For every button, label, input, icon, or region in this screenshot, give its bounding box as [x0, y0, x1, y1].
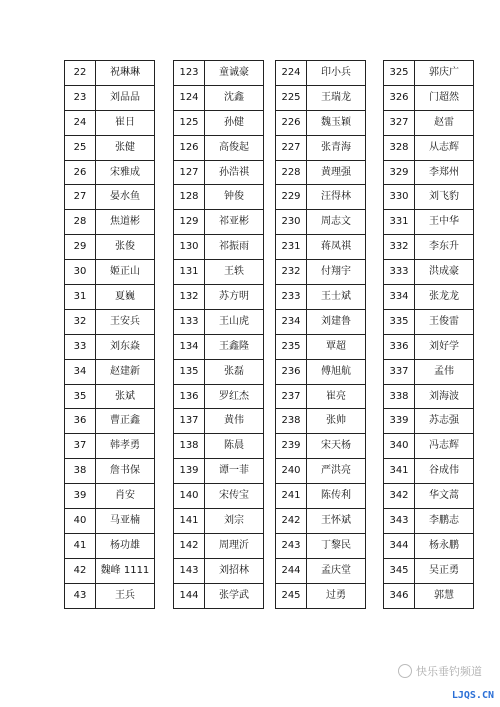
entry-number: 331 [384, 210, 415, 235]
entry-number: 132 [174, 285, 205, 310]
entry-number: 243 [276, 533, 307, 558]
entry-number: 142 [174, 533, 205, 558]
table-row [384, 160, 474, 185]
entry-number: 229 [276, 185, 307, 210]
table-row [65, 509, 155, 534]
table-row [174, 285, 264, 310]
entry-number: 39 [65, 484, 96, 509]
entry-number: 225 [276, 85, 307, 110]
table-row [384, 434, 474, 459]
entry-number: 334 [384, 285, 415, 310]
entry-name: 宋传宝 [205, 484, 264, 509]
entry-name: 赵雷 [415, 110, 474, 135]
entry-number: 36 [65, 409, 96, 434]
table-row [276, 135, 366, 160]
entry-name: 詹书保 [96, 459, 155, 484]
table-row [276, 533, 366, 558]
channel-name: 快乐垂钓频道 [416, 665, 482, 678]
table-row [174, 558, 264, 583]
entry-name: 韩孝勇 [96, 434, 155, 459]
wechat-icon [398, 664, 412, 678]
entry-number: 127 [174, 160, 205, 185]
entry-number: 140 [174, 484, 205, 509]
table-row [174, 583, 264, 608]
entry-number: 31 [65, 285, 96, 310]
entry-name: 门超然 [415, 85, 474, 110]
table-row [174, 334, 264, 359]
table-row [276, 509, 366, 534]
entry-name: 王士斌 [307, 285, 366, 310]
entry-number: 134 [174, 334, 205, 359]
entry-name: 苏志强 [415, 409, 474, 434]
entry-number: 34 [65, 359, 96, 384]
entry-number: 37 [65, 434, 96, 459]
entry-name: 刘海波 [415, 384, 474, 409]
entry-name: 谭一菲 [205, 459, 264, 484]
table-row [384, 285, 474, 310]
entry-number: 332 [384, 235, 415, 260]
entry-name: 丁黎民 [307, 533, 366, 558]
table-row [384, 309, 474, 334]
table-row [65, 260, 155, 285]
entry-name: 祁振雨 [205, 235, 264, 260]
table-row [174, 235, 264, 260]
entry-name: 刘宗 [205, 509, 264, 534]
entry-number: 238 [276, 409, 307, 434]
entry-number: 329 [384, 160, 415, 185]
entry-name: 汪得林 [307, 185, 366, 210]
entry-number: 23 [65, 85, 96, 110]
table-row [276, 384, 366, 409]
table-row [65, 533, 155, 558]
entry-name: 马亚楠 [96, 509, 155, 534]
table-row [174, 160, 264, 185]
table-row [65, 583, 155, 608]
table-row [174, 210, 264, 235]
entry-name: 王轶 [205, 260, 264, 285]
table-row [174, 61, 264, 86]
entry-number: 341 [384, 459, 415, 484]
entry-name: 沈鑫 [205, 85, 264, 110]
entry-number: 35 [65, 384, 96, 409]
entry-name: 杨功雄 [96, 533, 155, 558]
table-row [174, 533, 264, 558]
entry-number: 125 [174, 110, 205, 135]
roster-table-2 [173, 60, 264, 609]
entry-name: 张学武 [205, 583, 264, 608]
table-row [65, 409, 155, 434]
table-row [65, 434, 155, 459]
entry-name: 过勇 [307, 583, 366, 608]
channel-watermark [398, 663, 482, 679]
entry-name: 周理沂 [205, 533, 264, 558]
entry-name: 晏水鱼 [96, 185, 155, 210]
entry-name: 祝琳琳 [96, 61, 155, 86]
entry-name: 杨永鹏 [415, 533, 474, 558]
entry-name: 罗红杰 [205, 384, 264, 409]
entry-number: 230 [276, 210, 307, 235]
table-row [174, 409, 264, 434]
entry-name: 宋雅成 [96, 160, 155, 185]
table-row [276, 334, 366, 359]
entry-number: 245 [276, 583, 307, 608]
table-row [384, 260, 474, 285]
table-row [384, 185, 474, 210]
table-row [276, 459, 366, 484]
entry-name: 谷成伟 [415, 459, 474, 484]
entry-name: 姬正山 [96, 260, 155, 285]
entry-name: 刘招林 [205, 558, 264, 583]
entry-number: 325 [384, 61, 415, 86]
entry-name: 洪成豪 [415, 260, 474, 285]
table-row [384, 558, 474, 583]
entry-number: 340 [384, 434, 415, 459]
entry-name: 王安兵 [96, 309, 155, 334]
table-row [384, 334, 474, 359]
table-row [276, 434, 366, 459]
table-row [384, 235, 474, 260]
table-row [174, 85, 264, 110]
entry-number: 30 [65, 260, 96, 285]
table-row [174, 384, 264, 409]
table-row [276, 61, 366, 86]
table-row [276, 85, 366, 110]
table-row [174, 185, 264, 210]
entry-number: 130 [174, 235, 205, 260]
table-row [174, 459, 264, 484]
entry-number: 228 [276, 160, 307, 185]
table-row [174, 110, 264, 135]
table-row [65, 334, 155, 359]
entry-number: 338 [384, 384, 415, 409]
entry-number: 241 [276, 484, 307, 509]
roster-table-4 [383, 60, 474, 609]
entry-name: 王中华 [415, 210, 474, 235]
table-row [65, 160, 155, 185]
entry-name: 张健 [96, 135, 155, 160]
entry-number: 342 [384, 484, 415, 509]
entry-name: 刘东焱 [96, 334, 155, 359]
table-row [65, 135, 155, 160]
table-row [65, 459, 155, 484]
table-row [276, 260, 366, 285]
entry-name: 高俊起 [205, 135, 264, 160]
entry-number: 138 [174, 434, 205, 459]
entry-name: 曹正鑫 [96, 409, 155, 434]
entry-name: 刘好学 [415, 334, 474, 359]
entry-name: 张帅 [307, 409, 366, 434]
table-row [65, 85, 155, 110]
table-row [276, 185, 366, 210]
table-row [174, 309, 264, 334]
entry-name: 严洪亮 [307, 459, 366, 484]
table-row [174, 484, 264, 509]
entry-number: 236 [276, 359, 307, 384]
table-row [384, 409, 474, 434]
entry-name: 李鹏志 [415, 509, 474, 534]
entry-name: 童诚豪 [205, 61, 264, 86]
entry-name: 覃超 [307, 334, 366, 359]
entry-name: 郭慧 [415, 583, 474, 608]
table-row [65, 210, 155, 235]
table-row [276, 160, 366, 185]
entry-name: 张俊 [96, 235, 155, 260]
entry-number: 38 [65, 459, 96, 484]
table-row [174, 434, 264, 459]
entry-number: 41 [65, 533, 96, 558]
entry-number: 137 [174, 409, 205, 434]
entry-number: 234 [276, 309, 307, 334]
entry-number: 240 [276, 459, 307, 484]
table-row [384, 359, 474, 384]
entry-number: 328 [384, 135, 415, 160]
table-row [65, 309, 155, 334]
entry-name: 钟俊 [205, 185, 264, 210]
entry-number: 29 [65, 235, 96, 260]
entry-number: 226 [276, 110, 307, 135]
table-row [384, 384, 474, 409]
entry-name: 孟庆堂 [307, 558, 366, 583]
entry-number: 143 [174, 558, 205, 583]
entry-number: 227 [276, 135, 307, 160]
entry-number: 224 [276, 61, 307, 86]
table-row [384, 110, 474, 135]
entry-name: 崔日 [96, 110, 155, 135]
entry-number: 123 [174, 61, 205, 86]
table-row [384, 533, 474, 558]
entry-name: 黄伟 [205, 409, 264, 434]
entry-name: 刘飞豹 [415, 185, 474, 210]
entry-number: 346 [384, 583, 415, 608]
table-row [174, 260, 264, 285]
entry-name: 王瑞龙 [307, 85, 366, 110]
entry-name: 李东升 [415, 235, 474, 260]
table-row [65, 484, 155, 509]
entry-number: 24 [65, 110, 96, 135]
table-row [174, 509, 264, 534]
entry-number: 339 [384, 409, 415, 434]
entry-name: 祁亚彬 [205, 210, 264, 235]
entry-number: 139 [174, 459, 205, 484]
table-row [65, 61, 155, 86]
entry-name: 傅旭航 [307, 359, 366, 384]
entry-number: 22 [65, 61, 96, 86]
entry-number: 330 [384, 185, 415, 210]
table-row [276, 409, 366, 434]
entry-number: 32 [65, 309, 96, 334]
entry-name: 陈晨 [205, 434, 264, 459]
table-row [65, 359, 155, 384]
entry-name: 夏巍 [96, 285, 155, 310]
entry-name: 王俊雷 [415, 309, 474, 334]
table-row [276, 309, 366, 334]
entry-number: 131 [174, 260, 205, 285]
entry-number: 25 [65, 135, 96, 160]
entry-number: 231 [276, 235, 307, 260]
table-row [384, 484, 474, 509]
entry-name: 张磊 [205, 359, 264, 384]
table-row [384, 583, 474, 608]
table-row [384, 509, 474, 534]
table-row [276, 484, 366, 509]
entry-name: 刘建鲁 [307, 309, 366, 334]
table-row [276, 235, 366, 260]
entry-name: 吴正勇 [415, 558, 474, 583]
table-row [276, 558, 366, 583]
table-row [384, 459, 474, 484]
entry-number: 327 [384, 110, 415, 135]
entry-number: 335 [384, 309, 415, 334]
table-row [65, 558, 155, 583]
entry-number: 232 [276, 260, 307, 285]
entry-name: 张青海 [307, 135, 366, 160]
entry-number: 27 [65, 185, 96, 210]
entry-name: 崔亮 [307, 384, 366, 409]
table-row [384, 85, 474, 110]
entry-number: 136 [174, 384, 205, 409]
entry-name: 张龙龙 [415, 285, 474, 310]
entry-number: 124 [174, 85, 205, 110]
entry-name: 郭庆广 [415, 61, 474, 86]
table-row [65, 110, 155, 135]
table-row [276, 210, 366, 235]
table-row [384, 135, 474, 160]
entry-name: 从志辉 [415, 135, 474, 160]
entry-name: 华文蒿 [415, 484, 474, 509]
entry-number: 33 [65, 334, 96, 359]
entry-name: 李郑州 [415, 160, 474, 185]
entry-number: 135 [174, 359, 205, 384]
table-row [65, 384, 155, 409]
table-row [174, 135, 264, 160]
entry-number: 144 [174, 583, 205, 608]
entry-number: 28 [65, 210, 96, 235]
table-row [276, 583, 366, 608]
entry-number: 235 [276, 334, 307, 359]
entry-name: 肖安 [96, 484, 155, 509]
entry-number: 345 [384, 558, 415, 583]
entry-number: 141 [174, 509, 205, 534]
entry-name: 周志文 [307, 210, 366, 235]
entry-name: 黄理强 [307, 160, 366, 185]
entry-number: 42 [65, 558, 96, 583]
entry-name: 孟伟 [415, 359, 474, 384]
entry-number: 326 [384, 85, 415, 110]
entry-name: 魏峰 1111 [96, 558, 155, 583]
entry-number: 126 [174, 135, 205, 160]
entry-name: 王怀斌 [307, 509, 366, 534]
table-row [276, 359, 366, 384]
entry-name: 刘品品 [96, 85, 155, 110]
table-row [384, 210, 474, 235]
table-row [65, 185, 155, 210]
entry-number: 344 [384, 533, 415, 558]
entry-number: 336 [384, 334, 415, 359]
table-row [384, 61, 474, 86]
entry-number: 26 [65, 160, 96, 185]
entry-number: 333 [384, 260, 415, 285]
table-row [65, 235, 155, 260]
entry-number: 40 [65, 509, 96, 534]
entry-name: 王山虎 [205, 309, 264, 334]
entry-number: 129 [174, 210, 205, 235]
roster-table-1 [64, 60, 155, 609]
table-row [65, 285, 155, 310]
entry-name: 王鑫隆 [205, 334, 264, 359]
entry-name: 陈传利 [307, 484, 366, 509]
roster-table-3 [275, 60, 366, 609]
entry-number: 233 [276, 285, 307, 310]
entry-name: 蒋凤祺 [307, 235, 366, 260]
entry-name: 孙浩祺 [205, 160, 264, 185]
entry-name: 孙健 [205, 110, 264, 135]
site-watermark: LJQS.CN [451, 690, 494, 701]
entry-name: 宋天杨 [307, 434, 366, 459]
entry-name: 焦道彬 [96, 210, 155, 235]
entry-number: 239 [276, 434, 307, 459]
entry-name: 冯志辉 [415, 434, 474, 459]
entry-number: 337 [384, 359, 415, 384]
entry-number: 242 [276, 509, 307, 534]
table-row [276, 285, 366, 310]
entry-number: 133 [174, 309, 205, 334]
entry-number: 244 [276, 558, 307, 583]
entry-name: 魏玉颖 [307, 110, 366, 135]
table-row [276, 110, 366, 135]
entry-name: 印小兵 [307, 61, 366, 86]
entry-name: 王兵 [96, 583, 155, 608]
entry-number: 343 [384, 509, 415, 534]
entry-name: 张斌 [96, 384, 155, 409]
entry-name: 苏方明 [205, 285, 264, 310]
entry-number: 128 [174, 185, 205, 210]
entry-name: 付翔宇 [307, 260, 366, 285]
entry-number: 43 [65, 583, 96, 608]
entry-number: 237 [276, 384, 307, 409]
table-row [174, 359, 264, 384]
entry-name: 赵建新 [96, 359, 155, 384]
